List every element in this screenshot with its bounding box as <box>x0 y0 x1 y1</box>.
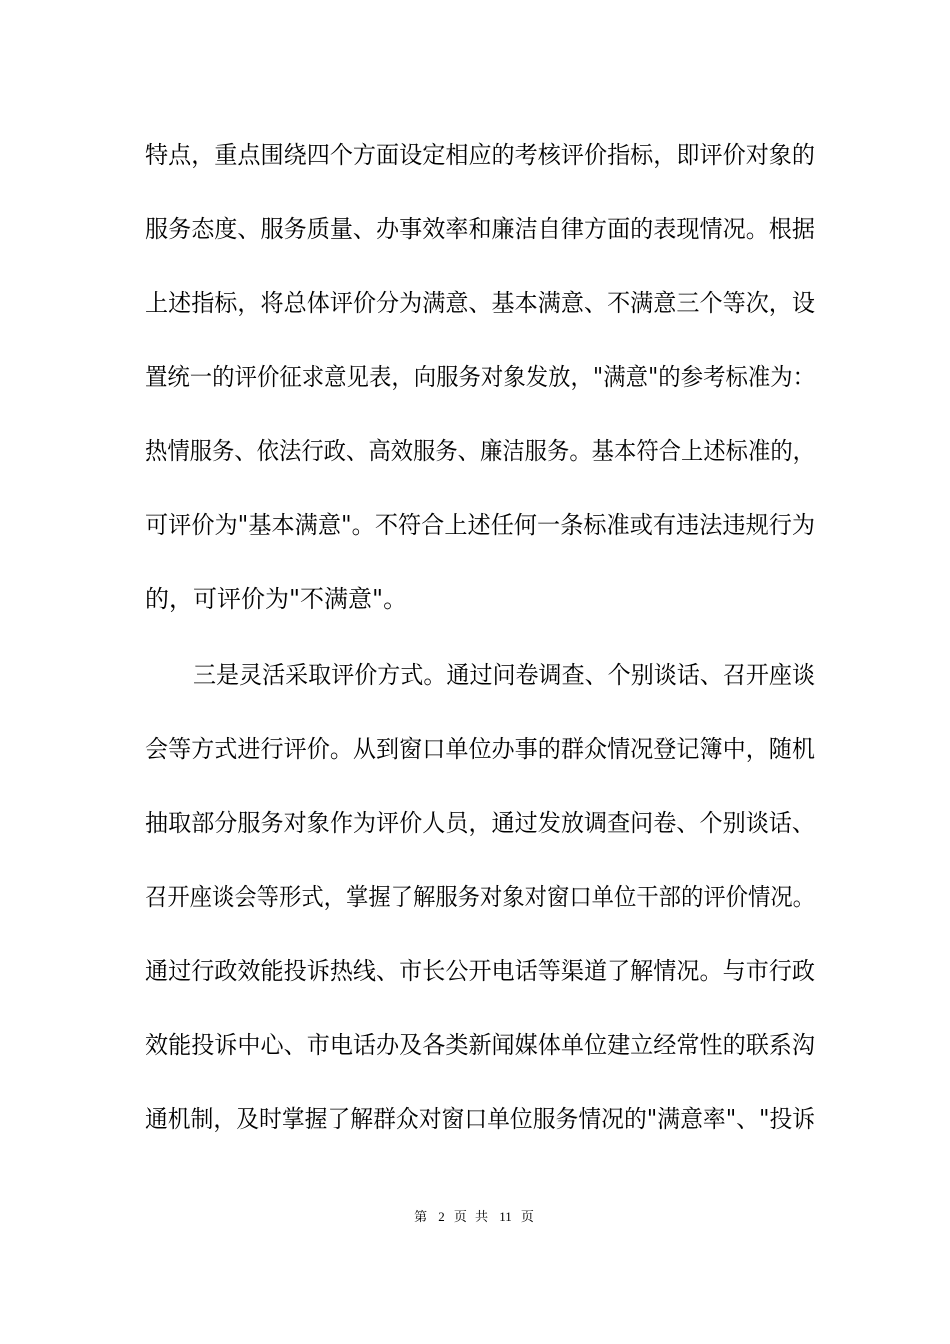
text-line-4: 置统一的评价征求意见表，向服务对象发放，"满意"的参考标准为： <box>145 363 816 391</box>
text-line-11: 召开座谈会等形式，掌握了解服务对象对窗口单位干部的评价情况。 <box>145 883 815 911</box>
text-line-5: 热情服务、依法行政、高效服务、廉洁服务。基本符合上述标准的， <box>145 437 815 465</box>
text-line-3: 上述指标，将总体评价分为满意、基本满意、不满意三个等次，设 <box>145 289 815 317</box>
footer-prefix: 第 <box>414 1210 430 1225</box>
text-line-9: 会等方式进行评价。从到窗口单位办事的群众情况登记簿中，随机 <box>145 735 815 763</box>
total-page-number: 11 <box>499 1209 512 1224</box>
footer-suffix: 页 <box>520 1210 536 1225</box>
current-page-number: 2 <box>438 1209 445 1224</box>
text-line-7: 的，可评价为"不满意"。 <box>145 585 408 613</box>
text-line-12: 通过行政效能投诉热线、市长公开电话等渠道了解情况。与市行政 <box>145 957 815 985</box>
text-line-13: 效能投诉中心、市电话办及各类新闻媒体单位建立经常性的联系沟 <box>145 1031 815 1059</box>
text-line-2: 服务态度、服务质量、办事效率和廉洁自律方面的表现情况。根据 <box>145 215 815 243</box>
text-line-1: 特点，重点围绕四个方面设定相应的考核评价指标，即评价对象的 <box>145 141 815 169</box>
text-line-10: 抽取部分服务对象作为评价人员，通过发放调查问卷、个别谈话、 <box>145 809 815 837</box>
page-number-footer <box>0 1208 950 1227</box>
footer-middle: 页 共 <box>453 1210 491 1225</box>
paragraph-start-line: 三是灵活采取评价方式。通过问卷调查、个别谈话、召开座谈 <box>193 661 815 689</box>
text-line-6: 可评价为"基本满意"。不符合上述任何一条标准或有违法违规行为 <box>145 511 816 539</box>
text-line-14: 通机制，及时掌握了解群众对窗口单位服务情况的"满意率"、"投诉 <box>145 1105 816 1133</box>
